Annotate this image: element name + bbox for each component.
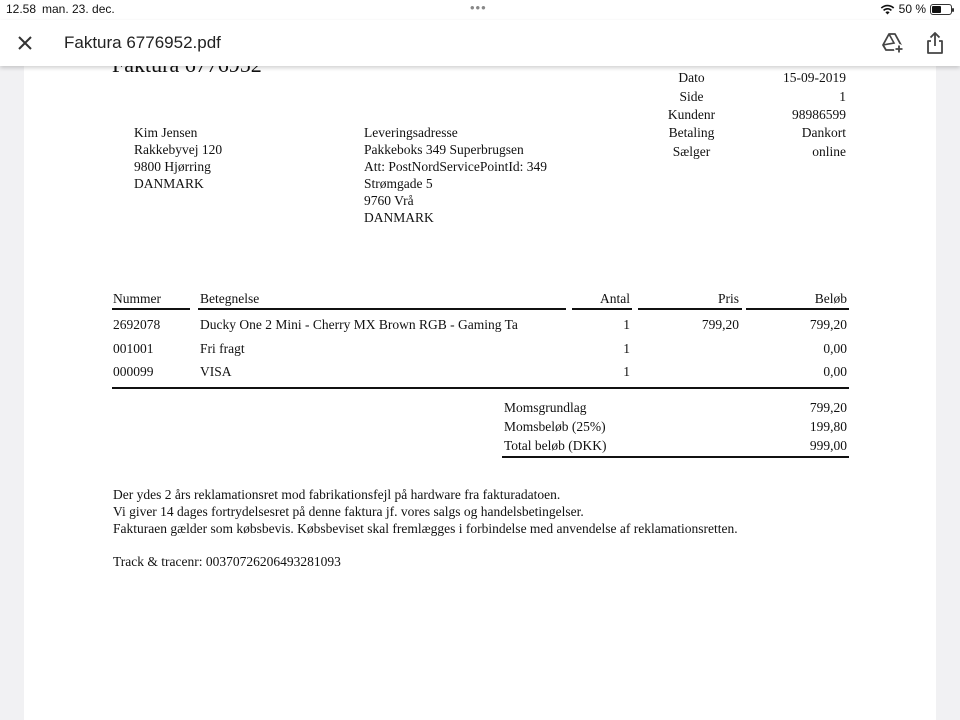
delivery-address-line: 9760 Vrå [364,193,414,208]
row-number: 001001 [113,341,154,356]
column-header-amount: Beløb [814,291,847,306]
table-bottom-rule [112,387,849,389]
customer-address-line: Rakkebyvej 120 [134,142,223,157]
pdf-page[interactable] [24,66,936,720]
note-line: Der ydes 2 års reklamationsret mod fabrikationsfejl på hardware fra fakturadatoen. [113,487,561,502]
delivery-address-line: Att: PostNordServicePointId: 349 [364,159,547,174]
note-line: Fakturaen gælder som købsbevis. Købsbeviset skal fremlægges i forbindelse med anvendelse af reklamationsretten. [113,521,738,536]
share-icon [922,30,948,56]
meta-value-customer: 98986599 [792,107,846,122]
status-date: man. 23. dec. [42,2,115,16]
share-button[interactable] [922,30,948,56]
total-label-base: Momsgrundlag [504,400,587,415]
app-header [0,20,960,66]
header-underline [746,308,849,310]
close-button[interactable] [12,30,38,56]
battery-level-fill [932,6,941,13]
header-underline [112,308,190,310]
battery-percent: 50 % [898,2,926,16]
meta-value-page: 1 [839,89,846,104]
customer-address-line: Kim Jensen [134,125,198,140]
meta-value-date: 15-09-2019 [783,70,846,85]
add-to-drive-button[interactable] [880,30,906,56]
row-qty: 1 [623,364,630,379]
status-time: 12.58 [6,2,37,16]
column-header-number: Nummer [113,291,161,306]
file-title: Faktura 6776952.pdf [64,33,221,52]
customer-address-line: 9800 Hjørring [134,159,211,174]
meta-value-payment: Dankort [801,125,846,140]
wifi-icon [880,4,895,15]
tracking-number: Track & tracenr: 00370726206493281093 [113,554,341,569]
row-amount: 0,00 [823,364,847,379]
meta-label-date: Dato [678,70,705,85]
battery-icon [930,4,952,15]
note-line: Vi giver 14 dages fortrydelsesret på denne faktura jf. vores salgs og handelsbetingelser. [113,504,584,519]
customer-address-line: DANMARK [134,176,204,191]
row-description: Fri fragt [200,341,245,356]
row-description: VISA [200,364,232,379]
header-underline [572,308,632,310]
delivery-address-line: Leveringsadresse [364,125,458,140]
row-amount: 0,00 [823,341,847,356]
delivery-address-line: DANMARK [364,210,434,225]
row-number: 2692078 [113,317,161,332]
row-price: 799,20 [701,317,739,332]
row-amount: 799,20 [809,317,847,332]
total-value-base: 799,20 [809,400,847,415]
delivery-address-line: Pakkeboks 349 Superbrugsen [364,142,524,157]
column-header-price: Pris [717,291,739,306]
status-bar [0,0,960,20]
add-to-drive-icon [880,30,906,56]
row-qty: 1 [623,341,630,356]
total-label-grand: Total beløb (DKK) [504,438,607,453]
close-icon [17,35,33,51]
status-right [880,2,952,16]
meta-label-page: Side [679,89,704,104]
total-value-vat: 199,80 [809,419,847,434]
meta-label-customer: Kundenr [667,107,716,122]
row-number: 000099 [113,364,154,379]
header-underline [638,308,742,310]
column-header-description: Betegnelse [200,291,260,306]
totals-bottom-rule [502,456,849,458]
row-description: Ducky One 2 Mini - Cherry MX Brown RGB - Gaming Ta [200,317,518,332]
total-label-vat: Momsbeløb (25%) [504,419,606,434]
column-header-qty: Antal [600,291,630,306]
delivery-address-line: Strømgade 5 [364,176,433,191]
meta-value-seller: online [812,144,846,159]
total-value-grand: 999,00 [809,438,847,453]
meta-label-payment: Betaling [668,125,715,140]
multitasking-dots-icon[interactable]: ••• [470,0,487,15]
row-qty: 1 [623,317,630,332]
header-underline [198,308,566,310]
meta-label-seller: Sælger [672,144,711,159]
